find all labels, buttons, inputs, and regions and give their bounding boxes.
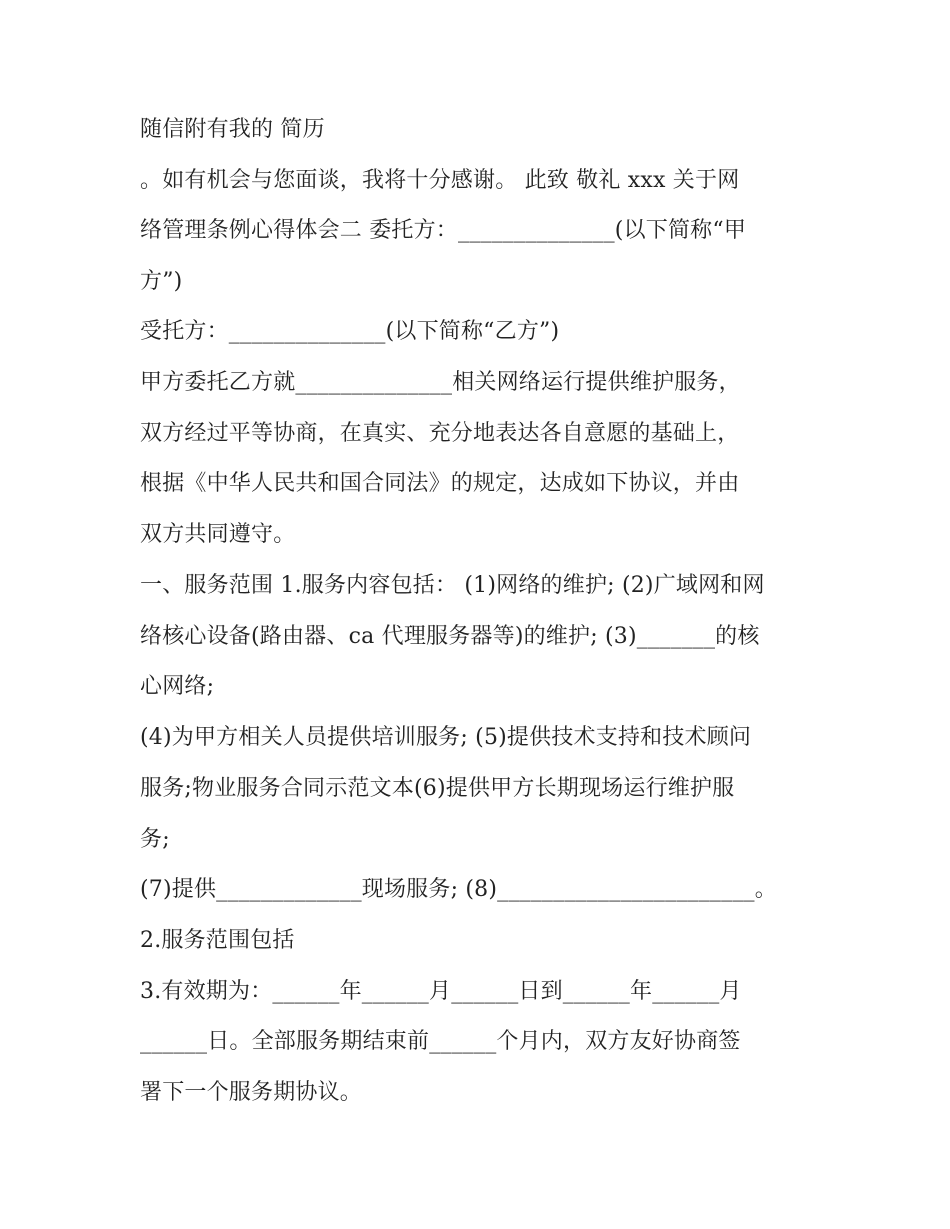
text-line: 双方共同遵守。 bbox=[140, 522, 296, 547]
text-line: 方”) bbox=[140, 269, 183, 294]
text-line: 络核心设备(路由器、ca 代理服务器等)的维护; (3)_______的核 bbox=[140, 624, 760, 649]
text-line: 一、服务范围 1.服务内容包括： (1)网络的维护; (2)广域网和网 bbox=[140, 573, 765, 598]
text-line: 双方经过平等协商，在真实、充分地表达各自意愿的基础上， bbox=[140, 421, 740, 446]
text-line: 署下一个服务期协议。 bbox=[140, 1080, 363, 1105]
text-line: 络管理条例心得体会二 委托方：______________(以下简称“甲 bbox=[140, 218, 747, 243]
text-line: 2.服务范围包括 bbox=[140, 928, 295, 953]
text-line: ______日。全部服务期结束前______个月内，双方友好协商签 bbox=[140, 1029, 741, 1054]
text-line: 随信附有我的 简历 bbox=[140, 117, 325, 142]
text-line: (7)提供_____________现场服务; (8)_______________________。 bbox=[140, 877, 777, 902]
text-line: 。如有机会与您面谈，我将十分感谢。 此致 敬礼 xxx 关于网 bbox=[140, 168, 740, 193]
text-line: 3.有效期为：______年______月______日到______年______月 bbox=[140, 979, 742, 1004]
text-line: 务; bbox=[140, 827, 170, 852]
text-line: 心网络; bbox=[140, 674, 215, 699]
text-line: 根据《中华人民共和国合同法》的规定，达成如下协议，并由 bbox=[140, 471, 740, 496]
text-line: 服务;物业服务合同示范文本(6)提供甲方长期现场运行维护服 bbox=[140, 776, 735, 801]
text-line: 甲方委托乙方就______________相关网络运行提供维护服务， bbox=[140, 370, 741, 395]
text-line: (4)为甲方相关人员提供培训服务; (5)提供技术支持和技术顾问 bbox=[140, 725, 752, 750]
text-line: 受托方：______________(以下简称“乙方”) bbox=[140, 319, 560, 344]
